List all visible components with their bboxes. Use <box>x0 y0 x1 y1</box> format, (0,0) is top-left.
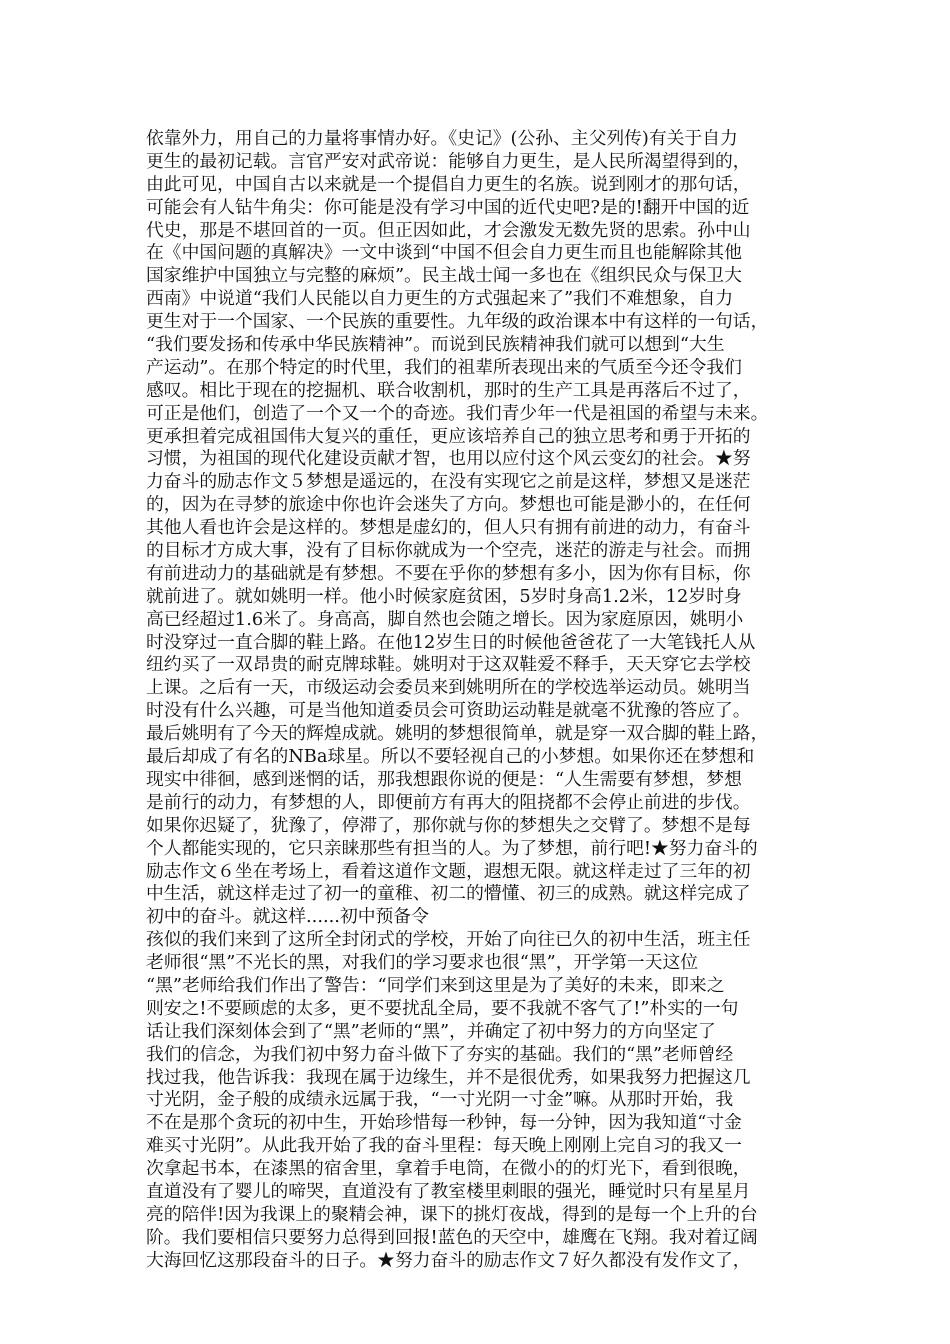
text-line: 寸光阴，金子般的成绩永远属于我，“一寸光阴一寸金”嘛。从那时开始，我 <box>146 1089 734 1111</box>
text-line: 最后姚明有了今天的辉煌成就。姚明的梦想很简单，就是穿一双合脚的鞋上路， <box>146 723 769 745</box>
text-line: 时没穿过一直合脚的鞋上路。在他12岁生日的时候他爸爸花了一大笔钱托人从 <box>146 631 756 653</box>
text-line: 习惯，为祖国的现代化建设贡献才智，也用以应付这个风云变幻的社会。★努 <box>146 448 751 470</box>
text-line: 大海回忆这那段奋斗的日子。★努力奋斗的励志作文７好久都没有发作文了， <box>146 1249 751 1271</box>
text-line: 励志作文６坐在考场上，看着这道作文题，遐想无限。就这样走过了三年的初 <box>146 860 751 882</box>
text-line: 个人都能实现的，它只亲睐那些有担当的人。为了梦想，前行吧!★努力奋斗的 <box>146 837 758 859</box>
text-line: 亮的陪伴!因为我课上的聚精会神，课下的挑灯夜战，得到的是每一个上升的台 <box>146 1203 758 1225</box>
text-line: 不在是那个贪玩的初中生，开始珍惜每一秒钟，每一分钟，因为我知道“寸金 <box>146 1112 742 1134</box>
text-line: 就前进了。就如姚明一样。他小时候家庭贫困，5岁时身高1.2米，12岁时身 <box>146 585 742 607</box>
text-line: 国家维护中国独立与完整的麻烦”。民主战士闻一多也在《组织民众与保卫大 <box>146 265 742 287</box>
text-line: 老师很“黑”不光长的黑，对我们的学习要求也很“黑”，开学第一天这位 <box>146 952 699 974</box>
text-line: 可能会有人钻牛角尖：你可能是没有学习中国的近代史吧?是的!翻开中国的近 <box>146 196 750 218</box>
body-text <box>146 128 806 1273</box>
text-line: 更承担着完成祖国伟大复兴的重任，更应该培养自己的独立思考和勇于开拓的 <box>146 425 751 447</box>
text-line: 高已经超过1.6米了。身高高，脚自然也会随之增长。因为家庭原因，姚明小 <box>146 608 744 630</box>
text-line: 则安之!不要顾虑的太多，更不要扰乱全局，要不我就不客气了!”朴实的一句 <box>146 997 739 1019</box>
text-line: 可正是他们，创造了一个又一个的奇迹。我们青少年一代是祖国的希望与未来。 <box>146 402 769 424</box>
text-line: 有前进动力的基础就是有梦想。不要在乎你的梦想有多小，因为你有目标，你 <box>146 562 751 584</box>
text-line: 找过我，他告诉我：我现在属于边缘生，并不是很优秀，如果我努力把握这几 <box>146 1066 751 1088</box>
text-line: 西南》中说道“我们人民能以自力更生的方式强起来了”我们不难想象，自力 <box>146 288 734 310</box>
text-line: 更生的最初记载。言官严安对武帝说：能够自力更生，是人民所渴望得到的， <box>146 150 751 172</box>
text-line: 话让我们深刻体会到了“黑”老师的“黑”，并确定了初中努力的方向坚定了 <box>146 1020 716 1042</box>
text-line: 在《中国问题的真解决》一文中谈到“中国不但会自力更生而且也能解除其他 <box>146 242 742 264</box>
text-line: 上课。之后有一天，市级运动会委员来到姚明所在的学校选举运动员。姚明当 <box>146 677 751 699</box>
text-line: 其他人看也许会是这样的。梦想是虚幻的，但人只有拥有前进的动力，有奋斗 <box>146 517 751 539</box>
text-line: 阶。我们要相信只要努力总得到回报!蓝色的天空中，雄鹰在飞翔。我对着辽阔 <box>146 1226 758 1248</box>
text-line: “我们要发扬和传承中华民族精神”。而说到民族精神我们就可以想到“大生 <box>146 334 725 356</box>
text-line: “黑”老师给我们作出了警告：“同学们来到这里是为了美好的未来，即来之 <box>146 974 725 996</box>
text-line: 我们的信念，为我们初中努力奋斗做下了夯实的基础。我们的“黑”老师曾经 <box>146 1043 734 1065</box>
text-line: 直道没有了婴儿的啼哭，直道没有了教室楼里刺眼的强光，睡觉时只有星星月 <box>146 1180 751 1202</box>
text-line: 力奋斗的励志作文５梦想是遥远的，在没有实现它之前是这样，梦想又是迷茫 <box>146 471 751 493</box>
text-line: 难买寸光阴”。从此我开始了我的奋斗里程：每天晚上刚刚上完自习的我又一 <box>146 1135 742 1157</box>
text-line: 产运动”。在那个特定的时代里，我们的祖辈所表现出来的气质至今还令我们 <box>146 356 742 378</box>
text-line: 如果你迟疑了，犹豫了，停滞了，那你就与你的梦想失之交臂了。梦想不是每 <box>146 814 751 836</box>
text-line: 现实中徘徊，感到迷惘的话，那我想跟你说的便是：“人生需要有梦想，梦想 <box>146 768 742 790</box>
text-line: 感叹。相比于现在的挖掘机、联合收割机，那时的生产工具是再落后不过了， <box>146 379 751 401</box>
text-line: 是前行的动力，有梦想的人，即便前方有再大的阻挠都不会停止前进的步伐。 <box>146 791 751 813</box>
text-line: 依靠外力，用自己的力量将事情办好。《史记》(公孙、主父列传)有关于自力 <box>146 128 738 149</box>
text-line: 最后却成了有名的NBa球星。所以不要轻视自己的小梦想。如果你还在梦想和 <box>146 746 755 768</box>
text-line: 由此可见，中国自古以来就是一个提倡自力更生的名族。说到刚才的那句话， <box>146 173 751 195</box>
text-line: 孩似的我们来到了这所全封闭式的学校，开始了向往已久的初中生活，班主任 <box>146 929 751 951</box>
text-line: 纽约买了一双昂贵的耐克牌球鞋。姚明对于这双鞋爱不释手，天天穿它去学校 <box>146 654 751 676</box>
text-line: 代史，那是不堪回首的一页。但正因如此，才会激发无数先贤的思索。孙中山 <box>146 219 751 241</box>
text-line: 的，因为在寻梦的旅途中你也许会迷失了方向。梦想也可能是渺小的，在任何 <box>146 494 751 516</box>
text-line: 更生对于一个国家、一个民族的重要性。九年级的政治课本中有这样的一句话， <box>146 311 769 333</box>
text-line: 初中的奋斗。就这样......初中预备令 <box>146 906 429 928</box>
text-line: 中生活，就这样走过了初一的童稚、初二的懵懂、初三的成熟。就这样完成了 <box>146 883 751 905</box>
text-line: 次拿起书本，在漆黑的宿舍里，拿着手电筒，在微小的的灯光下，看到很晚， <box>146 1158 751 1180</box>
text-line: 的目标才方成大事，没有了目标你就成为一个空壳，迷茫的游走与社会。而拥 <box>146 540 751 562</box>
text-line: 时没有什么兴趣，可是当他知道委员会可资助运动鞋是就毫不犹豫的答应了。 <box>146 700 751 722</box>
